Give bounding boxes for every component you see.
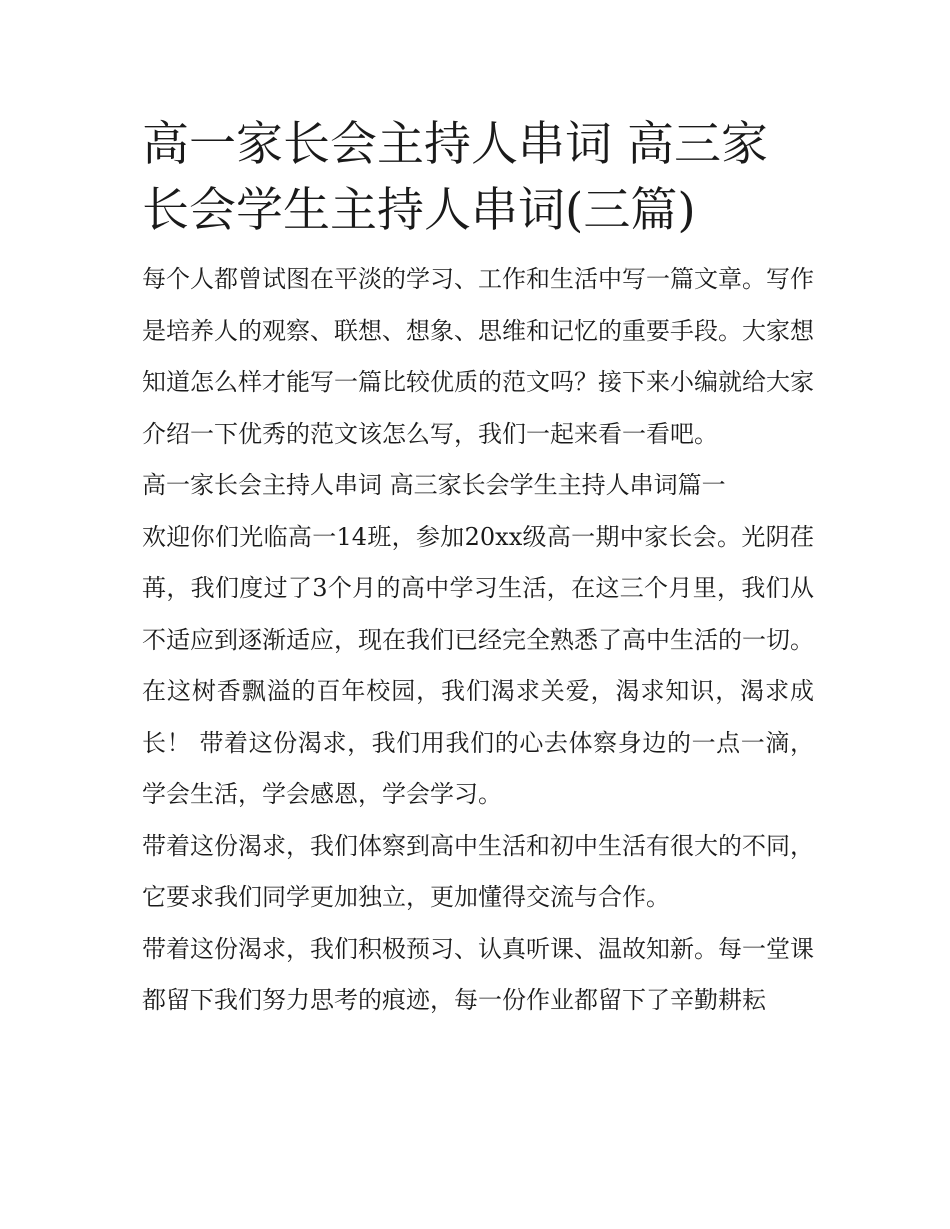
document-body: [142, 254, 814, 1027]
body-paragraph: 带着这份渴求，我们体察到高中生活和初中生活有很大的不同，它要求我们同学更加独立，更加懂得交流与合作。: [142, 831, 814, 911]
document-page: [142, 112, 814, 1027]
intro-paragraph: 每个人都曾试图在平淡的学习、工作和生活中写一篇文章。写作是培养人的观察、联想、想象、思维和记忆的重要手段。大家想知道怎么样才能写一篇比较优质的范文吗？接下来小编就给大家介绍一下优秀的范文该怎么写，我们一起来看一看吧。: [142, 265, 814, 448]
body-paragraph: 欢迎你们光临高一14班，参加20xx级高一期中家长会。光阴荏苒，我们度过了3个月的高中学习生活，在这三个月里，我们从不适应到逐渐适应，现在我们已经完全熟悉了高中生活的一切。: [142, 522, 814, 654]
body-paragraph: 带着这份渴求，我们积极预习、认真听课、温故知新。每一堂课都留下我们努力思考的痕迹，每一份作业都留下了辛勤耕耘: [142, 934, 814, 1014]
section-heading: 高一家长会主持人串词 高三家长会学生主持人串词篇一: [142, 471, 726, 499]
document-title: 高一家长会主持人串词 高三家长会学生主持人串词(三篇): [142, 117, 768, 238]
body-paragraph: 在这树香飘溢的百年校园，我们渴求关爱，渴求知识，渴求成长！ 带着这份渴求，我们用我们的心去体察身边的一点一滴，学会生活，学会感恩，学会学习。: [142, 677, 814, 808]
